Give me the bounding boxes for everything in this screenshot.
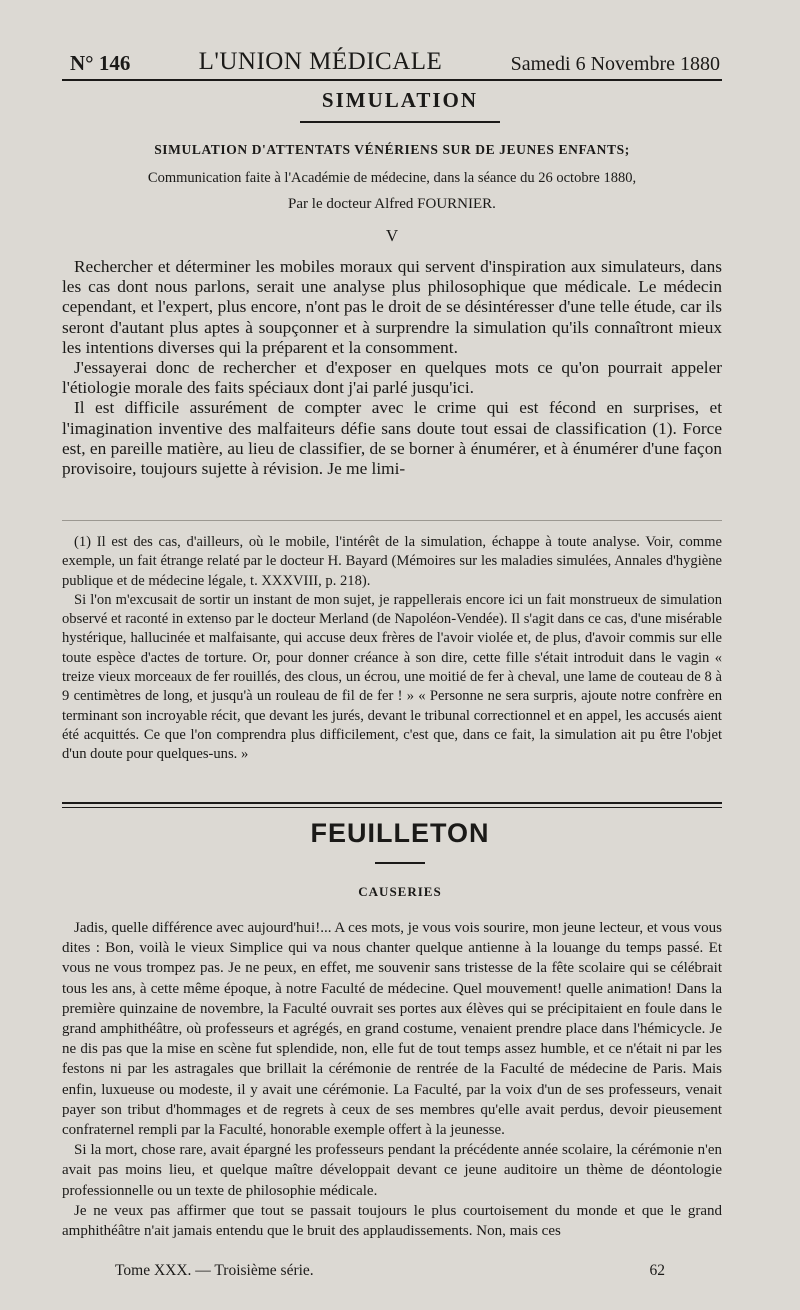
communication-line: Communication faite à l'Académie de médecine, dans la séance du 26 octobre 1880,	[147, 170, 637, 186]
footnote: (1) Il est des cas, d'ailleurs, où le mobile, l'intérêt de la simulation, échappe à toute analyse. Voir, comme exemple, un fait étrange relaté par le docteur H. Bayard (Mémoires sur les maladies simulées, Annales d'hygiène publique et de médecine légale, t. XXXVIII, p. 218).	[62, 534, 722, 589]
header-rule	[62, 79, 722, 81]
main-text	[62, 257, 722, 479]
feuilleton-subtitle: CAUSERIES	[358, 884, 442, 899]
page-number: 62	[649, 1262, 665, 1279]
paragraph: Il est difficile assurément de compter avec le crime qui est fécond en surprises, et l'imagination inventive des malfaiteurs défie sans doute tout essai de classification (1). Force est, en pareille matière, au lieu de classifier, de se borner à énumérer, et à énumérer d'une façon provisoire, toujours sujette à révision. Je me limi-	[62, 398, 722, 479]
page-header	[70, 40, 720, 76]
issue-number: N° 146	[70, 51, 131, 75]
paragraph: Rechercher et déterminer les mobiles moraux qui servent d'inspiration aux simulateurs, dans les cas dont nous parlons, serait une analyse plus philosophique que médicale. Le médecin cependant, et l'expert, plus encore, n'ont pas le droit de se désintéresser d'une telle étude, car ils seront d'autant plus aptes à soupçonner et à surprendre la simulation qu'ils connaîtront mieux les intentions diverses qui la préparent et la consomment.	[62, 257, 722, 357]
author-line: Par le docteur Alfred FOURNIER.	[288, 196, 496, 212]
footnote-rule	[62, 520, 722, 521]
part-numeral: V	[385, 226, 399, 245]
journal-title: L'UNION MÉDICALE	[198, 48, 443, 75]
footnote: Si l'on m'excusait de sortir un instant de mon sujet, je rappellerais encore ici un fait monstrueux de simulation observé et raconté in extenso par le docteur Merland (de Napoléon-Vendée). Il s'agit dans ce cas, d'une misérable hystérique, hallucinée et malfaisante, qui accuse deux frères de l'avoir violée et, de plus, d'avoir commis sur elle toute espèce d'actes de torture. Or, pour donner créance à son dire, cette fille s'était introduit dans le vagin « treize vieux morceaux de fer rouillés, des clous, un écrou, une moitié de fer à cheval, une lame de couteau de 8 à 9 centimètres de long, et jusqu'à un rouleau de fil de fer ! » « Personne ne sera surpris, ajoute notre confrère en terminant son incroyable récit, que devant les jurés, devant le tribunal correctionnel et en appel, les accusés aient été acquittés. Ce que l'on comprendra plus difficilement, c'est que, dans ce fait, la simulation ait pu être l'objet d'un doute pour quelques-uns. »	[62, 591, 722, 763]
paragraph: Si la mort, chose rare, avait épargné les professeurs pendant la précédente année scolaire, la cérémonie n'en avait pas moins lieu, et quelque maître développait devant ce jeune auditoire un thème de déontologie professionnelle ou un texte de philosophie médicale.	[62, 1142, 722, 1199]
feuilleton-title: FEUILLETON	[310, 818, 490, 848]
section-title: SIMULATION	[321, 88, 479, 112]
feuilleton-rule-bottom	[62, 807, 722, 808]
paragraph: Jadis, quelle différence avec aujourd'hui!... A ces mots, je vous vois sourire, mon jeune lecteur, et vous vous dites : Bon, voilà le vieux Simplice qui va nous chanter quelque antienne à la louange du temps passé. Et vous ne vous trompez pas. Je ne peux, en effet, me souvenir sans tristesse de la fête scolaire qui se célébrait tous les ans, à cette même époque, à notre Faculté de médecine. Quel mouvement! quelle animation! Dans la première quinzaine de novembre, la Faculté ouvrait ses portes aux élèves qui se précipitaient en foule dans le grand amphithéâtre, où professeurs et agrégés, en grand costume, venaient prendre place dans l'hémicycle. Je ne dis pas que la mise en scène fut splendide, non, elle fut de tout temps assez humble, et ce n'était ni par les festons ni par les astragales que brillait la cérémonie de rentrée de la Faculté de médecine de Paris. Mais enfin, luxueuse ou modeste, il y avait une cérémonie. La Faculté, par la voix d'un de ses professeurs, venait payer son tribut d'hommages et de regrets à ceux de ses membres qu'elle avait perdus, devoir pieusement confraternel rempli par la Faculté, honorable exemple offert à la jeunesse.	[62, 920, 722, 1139]
issue-date: Samedi 6 Novembre 1880	[510, 53, 720, 75]
footnotes	[62, 533, 722, 765]
title-underline	[300, 121, 500, 123]
article-subtitle: SIMULATION D'ATTENTATS VÉNÉRIENS SUR DE JEUNES ENFANTS;	[154, 142, 630, 157]
feuilleton-rule-top	[62, 802, 722, 804]
volume-info: Tome XXX. — Troisième série.	[115, 1262, 314, 1279]
feuilleton-underline	[375, 862, 425, 864]
feuilleton-text	[62, 918, 722, 1241]
paragraph: J'essayerai donc de rechercher et d'exposer en quelques mots ce qu'on pourrait appeler l'étiologie morale des faits spéciaux dont j'ai parlé jusqu'ici.	[62, 358, 722, 398]
paragraph: Je ne veux pas affirmer que tout se passait toujours le plus courtoisement du monde et que le grand amphithéâtre n'ait jamais entendu que le bruit des applaudissements. Non, mais ces	[62, 1202, 722, 1240]
page-footer	[115, 1262, 665, 1280]
